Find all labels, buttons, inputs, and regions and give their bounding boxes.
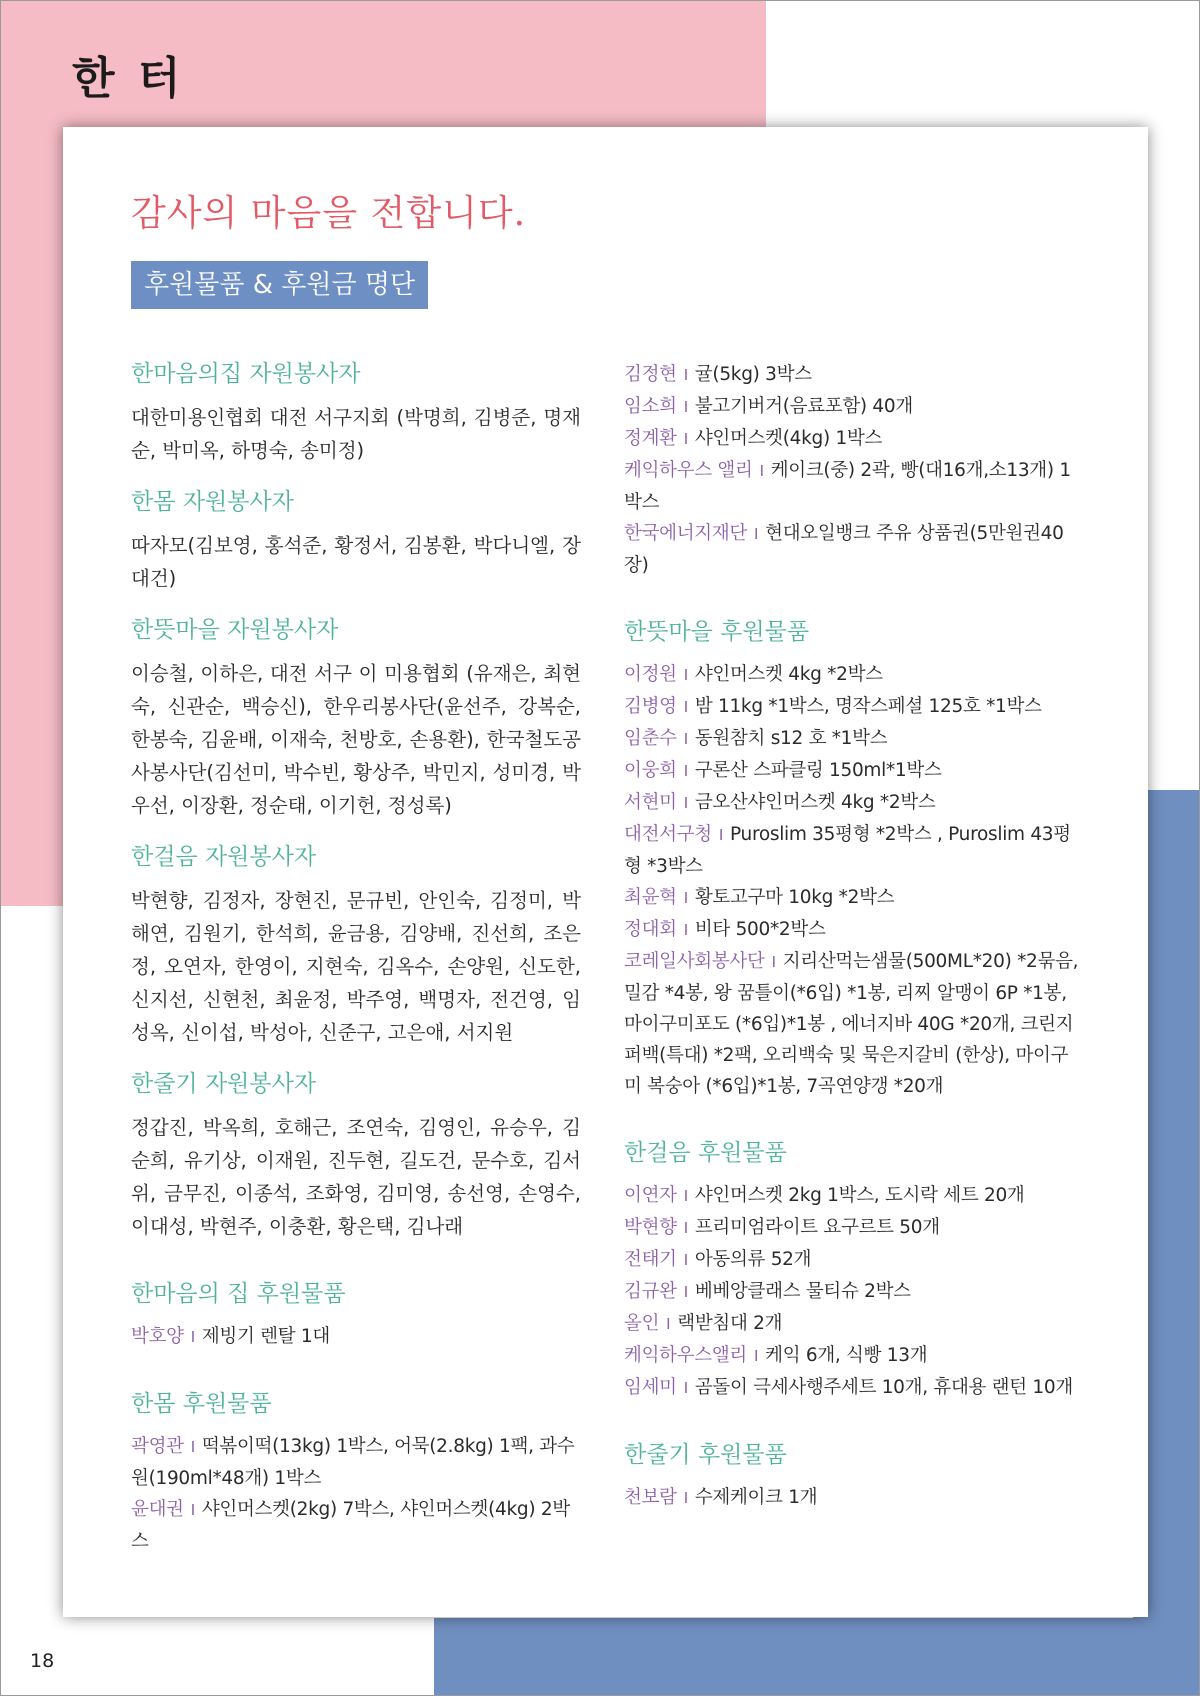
donation-items: 현대오일뱅크 주유 상품권(5만원권40장) [624, 523, 1064, 576]
separator: I [683, 1283, 688, 1301]
separator: I [683, 1379, 688, 1397]
donation-items: 프리미엄라이트 요구르트 50개 [694, 1217, 940, 1238]
donation-entry [624, 755, 1084, 787]
blue-bottom-block [434, 1618, 1199, 1695]
separator: I [683, 921, 688, 939]
donation-items: 황토고구마 10kg *2박스 [694, 887, 895, 908]
donor-name: 이연자 [624, 1185, 677, 1206]
donation-items: 곰돌이 극세사행주세트 10개, 휴대용 랜턴 10개 [694, 1377, 1073, 1398]
volunteer-group [131, 842, 581, 1049]
donation-entry [624, 946, 1084, 1102]
group-body: 따자모(김보영, 홍석준, 황정서, 김봉환, 박다니엘, 장대건) [131, 534, 581, 590]
group-title: 한몸 자원봉사자 [131, 489, 294, 515]
donation-entry [624, 455, 1084, 518]
donor-name: 박호양 [131, 1326, 184, 1347]
separator: I [683, 398, 688, 416]
donor-name: 이정원 [624, 664, 677, 685]
donation-entry [624, 1372, 1084, 1404]
donation-entry [624, 659, 1084, 691]
donation-items: 지리산먹는샘물(500ML*20) *2묶음, 밀감 *4봉, 왕 꿈틀이(*6입) *1봉, 리찌 알맹이 6P *1봉, 마이구미포도 (*6입)*1봉 , 에너지바 40G *20개, 크린지퍼백(특대) *2팩, 오리백숙 및 묵은지갈비 (한상), 마이구미 복숭아 (*6입)*1봉, 7곡연양갱 *20개 [624, 951, 1079, 1097]
donation-items: 랙받침대 2개 [677, 1313, 783, 1334]
separator: I [683, 698, 688, 716]
donor-name: 임소희 [624, 396, 677, 417]
donation-entry [624, 914, 1084, 946]
donor-name: 박현향 [624, 1217, 677, 1238]
donor-name: 정대회 [624, 919, 677, 940]
donation-entry [131, 1321, 581, 1353]
separator: I [190, 1328, 195, 1346]
donation-entry [624, 787, 1084, 819]
donor-name: 대전서구청 [624, 824, 712, 845]
separator: I [759, 462, 764, 480]
list-banner: 후원물품 & 후원금 명단 [131, 261, 428, 309]
separator: I [683, 730, 688, 748]
group-title: 한걸음 후원물품 [624, 1140, 787, 1166]
donor-name: 천보람 [624, 1487, 677, 1508]
volunteer-group [131, 1069, 581, 1243]
separator: I [718, 826, 723, 844]
group-title: 한몸 후원물품 [131, 1391, 272, 1417]
donation-entry [624, 359, 1084, 391]
content-card [63, 127, 1148, 1617]
donation-group [624, 359, 1084, 581]
group-body: 정갑진, 박옥희, 호해근, 조연숙, 김영인, 유승우, 김순희, 유기상, 이재원, 진두현, 길도건, 문수호, 김서위, 금무진, 이종석, 조화영, 김미영, 송선영, 손영수, 이대성, 박현주, 이충환, 황은택, 김나래 [131, 1116, 581, 1238]
group-body: 이승철, 이하은, 대전 서구 이 미용협회 (유재은, 최현숙, 신관순, 백승신), 한우리봉사단(윤선주, 강복순, 한봉숙, 김윤배, 이재숙, 천방호, 손용환), 한국철도공사봉사단(김선미, 박수빈, 황상주, 박민지, 성미경, 박우선, 이장환, 정순태, 이기헌, 정성록) [131, 662, 581, 817]
donor-name: 코레일사회봉사단 [624, 951, 765, 972]
donation-entry [624, 723, 1084, 755]
separator: I [683, 1489, 688, 1507]
donor-name: 전태기 [624, 1249, 677, 1270]
donor-name: 윤대권 [131, 1499, 184, 1520]
donation-entry [624, 423, 1084, 455]
right-column [624, 359, 1084, 1534]
group-body: 대한미용인협회 대전 서구지회 (박명희, 김병준, 명재순, 박미옥, 하명숙, 송미정) [131, 406, 581, 462]
donation-entry [624, 691, 1084, 723]
group-title: 한마음의 집 후원물품 [131, 1281, 346, 1307]
donation-entry [131, 1494, 581, 1557]
donation-entry [624, 391, 1084, 423]
donation-group [131, 1389, 581, 1557]
donation-items: 동원참치 s12 호 *1박스 [694, 728, 888, 749]
donation-group [624, 1440, 1084, 1514]
separator: I [190, 1438, 195, 1456]
donation-entry [624, 1482, 1084, 1514]
volunteer-group [131, 359, 581, 467]
donation-items: 케이크(중) 2곽, 빵(대16개,소13개) 1박스 [624, 460, 1071, 513]
donor-name: 케익하우스앨리 [624, 1345, 747, 1366]
headline: 감사의 마음을 전합니다. [131, 193, 527, 234]
donation-group [624, 617, 1084, 1102]
donation-entry [624, 518, 1084, 581]
donation-items: 제빙기 렌탈 1대 [201, 1326, 330, 1347]
donor-name: 정계환 [624, 428, 677, 449]
donation-entry [624, 819, 1084, 882]
donor-name: 곽영관 [131, 1436, 184, 1457]
separator: I [683, 794, 688, 812]
donation-items: 떡볶이떡(13kg) 1박스, 어묵(2.8kg) 1팩, 과수원(190ml*48개) 1박스 [131, 1436, 575, 1489]
donor-name: 한국에너지재단 [624, 523, 747, 544]
separator: I [771, 953, 776, 971]
separator: I [190, 1501, 195, 1519]
group-title: 한줄기 자원봉사자 [131, 1071, 317, 1097]
volunteer-group [131, 615, 581, 822]
donation-items: 불고기버거(음료포함) 40개 [694, 396, 913, 417]
separator: I [683, 430, 688, 448]
donation-items: 수제케이크 1개 [694, 1487, 818, 1508]
separator: I [754, 525, 759, 543]
separator: I [683, 1219, 688, 1237]
separator: I [683, 762, 688, 780]
donor-name: 임세미 [624, 1377, 677, 1398]
group-title: 한뜻마을 자원봉사자 [131, 617, 339, 643]
donation-group [624, 1138, 1084, 1404]
separator: I [683, 366, 688, 384]
donation-entry [624, 1340, 1084, 1372]
section-title: 한 터 [72, 53, 185, 104]
donor-name: 임춘수 [624, 728, 677, 749]
donation-group [131, 1279, 581, 1353]
donor-name: 이웅희 [624, 760, 677, 781]
donation-items: Puroslim 35평형 *2박스 , Puroslim 43평형 *3박스 [624, 824, 1071, 877]
donation-entry [624, 1244, 1084, 1276]
donation-items: 비타 500*2박스 [694, 919, 826, 940]
donation-items: 베베앙클래스 물티슈 2박스 [694, 1281, 911, 1302]
donor-name: 김병영 [624, 696, 677, 717]
separator: I [683, 889, 688, 907]
volunteer-group [131, 487, 581, 595]
group-title: 한걸음 자원봉사자 [131, 844, 317, 870]
left-column [131, 359, 581, 1577]
donation-entry [624, 1212, 1084, 1244]
donation-entry [624, 1276, 1084, 1308]
separator: I [666, 1315, 671, 1333]
separator: I [683, 1187, 688, 1205]
donation-entry [624, 882, 1084, 914]
group-title: 한줄기 후원물품 [624, 1442, 787, 1468]
donation-entry [131, 1431, 581, 1494]
donation-items: 케익 6개, 식빵 13개 [765, 1345, 928, 1366]
group-title: 한마음의집 자원봉사자 [131, 361, 361, 387]
donation-items: 샤인머스켓(2kg) 7박스, 샤인머스켓(4kg) 2박스 [131, 1499, 570, 1552]
donation-entry [624, 1180, 1084, 1212]
group-body: 박현향, 김정자, 장현진, 문규빈, 안인숙, 김정미, 박해연, 김원기, 한석희, 윤금용, 김양배, 진선희, 조은정, 오연자, 한영이, 지현숙, 김옥수, 손양원, 신도한, 신지선, 신현천, 최윤정, 박주영, 백명자, 전건영, 임성옥, 신이섭, 박성아, 신준구, 고은애, 서지원 [131, 889, 581, 1044]
separator: I [683, 1251, 688, 1269]
donation-items: 샤인머스켓 2kg 1박스, 도시락 세트 20개 [694, 1185, 1025, 1206]
donor-name: 서현미 [624, 792, 677, 813]
donor-name: 김규완 [624, 1281, 677, 1302]
page-number: 18 [30, 1650, 55, 1672]
separator: I [754, 1347, 759, 1365]
separator: I [683, 666, 688, 684]
donation-items: 귤(5kg) 3박스 [694, 364, 812, 385]
donation-items: 아동의류 52개 [694, 1249, 812, 1270]
donation-items: 샤인머스켓(4kg) 1박스 [694, 428, 883, 449]
donation-items: 밤 11kg *1박스, 명작스페셜 125호 *1박스 [694, 696, 1042, 717]
donor-name: 김정현 [624, 364, 677, 385]
donation-entry [624, 1308, 1084, 1340]
donation-items: 금오산샤인머스켓 4kg *2박스 [694, 792, 936, 813]
donation-items: 구론산 스파클링 150ml*1박스 [694, 760, 942, 781]
donor-name: 케익하우스 앨리 [624, 460, 753, 481]
donor-name: 최윤혁 [624, 887, 677, 908]
donor-name: 올인 [624, 1313, 660, 1334]
donation-items: 샤인머스켓 4kg *2박스 [694, 664, 883, 685]
group-title: 한뜻마을 후원물품 [624, 619, 810, 645]
